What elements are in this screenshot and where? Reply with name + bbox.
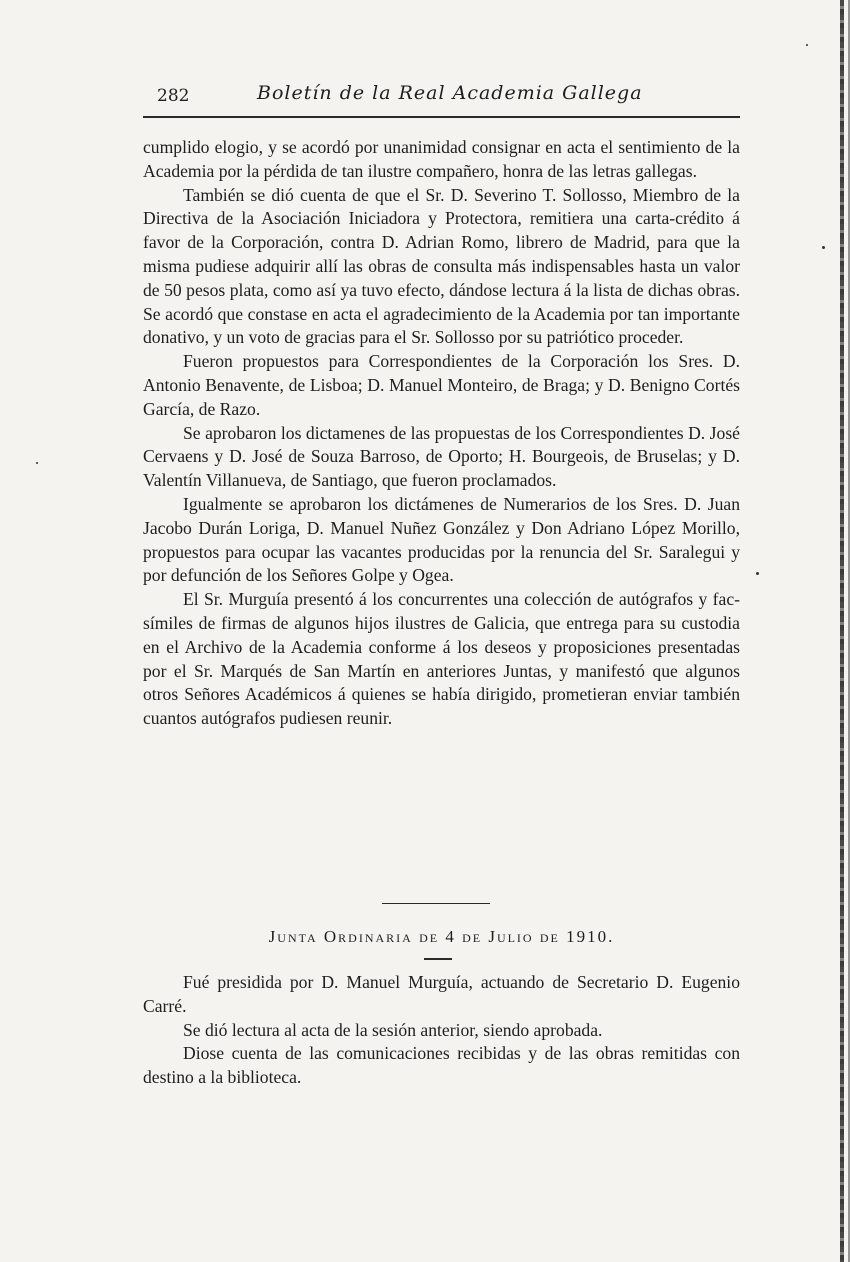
paragraph: También se dió cuenta de que el Sr. D. Severino T. Sollosso, Miembro de la Directiva de la Asociación Iniciadora y Protectora, remitiera una carta-crédito á favor de la Corporación, contra D. Adrian Romo, librero de Madrid, para que la misma pudiese adquirir allí las obras de consulta más indispensables hasta un valor de 50 pesos plata, como así ya tuvo efecto, dándose lectura á la lista de dichas obras. Se acordó que constase en acta el agradecimiento de la Academia por tan importante donativo, y un voto de gracias para el Sr. Sollosso por su patriótico proceder. xyxy=(143,184,740,348)
paragraph: Se aprobaron los dictamenes de las propuestas de los Correspondientes D. José Cervaens y D. José de Souza Barroso, de Oporto; H. Bourgeois, de Bruselas; y D. Valentín Villanueva, de Santiago, que fueron proclamados. xyxy=(143,422,740,491)
paragraph: Se dió lectura al acta de la sesión anterior, siendo aprobada. xyxy=(183,1019,603,1040)
section-separator xyxy=(382,903,490,904)
paragraph: Diose cuenta de las comunicaciones recibidas y de las obras remitidas con destino a la biblioteca. xyxy=(143,1043,740,1088)
header-rule xyxy=(143,116,740,118)
section-title-dash xyxy=(424,958,452,960)
section-title: Junta Ordinaria de 4 de Julio de 1910. xyxy=(268,927,615,946)
section-text xyxy=(143,971,740,1090)
paragraph: Igualmente se aprobaron los dictámenes de Numerarios de los Sres. D. Juan Jacobo Durán Loriga, D. Manuel Nuñez González y Don Adriano López Morillo, propuestos para ocupar las vacantes producidas por la renuncia del Sr. Saralegui y por defunción de los Señores Golpe y Ogea. xyxy=(143,493,740,586)
paragraph: Fueron propuestos para Correspondientes de la Corporación los Sres. D. Antonio Benavente, de Lisboa; D. Manuel Monteiro, de Braga; y D. Benigno Cortés García, de Razo. xyxy=(143,351,740,419)
paragraph: cumplido elogio, y se acordó por unanimidad consignar en acta el sentimiento de la Academia por la pérdida de tan ilustre compañero, honra de las letras gallegas. xyxy=(143,137,740,181)
paper-speck xyxy=(36,462,38,464)
paper-speck xyxy=(822,246,825,249)
main-text xyxy=(143,136,740,731)
page-edge-shadow xyxy=(840,0,844,1262)
page-number: 282 xyxy=(157,86,190,106)
paper-speck xyxy=(806,44,808,46)
paragraph: Fué presidida por D. Manuel Murguía, actuando de Secretario D. Eugenio Carré. xyxy=(143,972,740,1016)
running-title: Boletín de la Real Academia Gallega xyxy=(257,82,643,104)
paragraph: El Sr. Murguía presentó á los concurrentes una colección de autógrafos y fac-símiles de firmas de algunos hijos ilustres de Galicia, que entrega para su custodia en el Archivo de la Academia conforme á los deseos y proposiciones presentadas por el Sr. Marqués de San Martín en anteriores Juntas, y manifestó que algunos otros Señores Académicos á quienes se había dirigido, prometieran enviar también cuantos autógrafos pudiesen reunir. xyxy=(143,589,740,729)
page-header xyxy=(143,82,740,114)
paper-speck xyxy=(756,572,759,575)
